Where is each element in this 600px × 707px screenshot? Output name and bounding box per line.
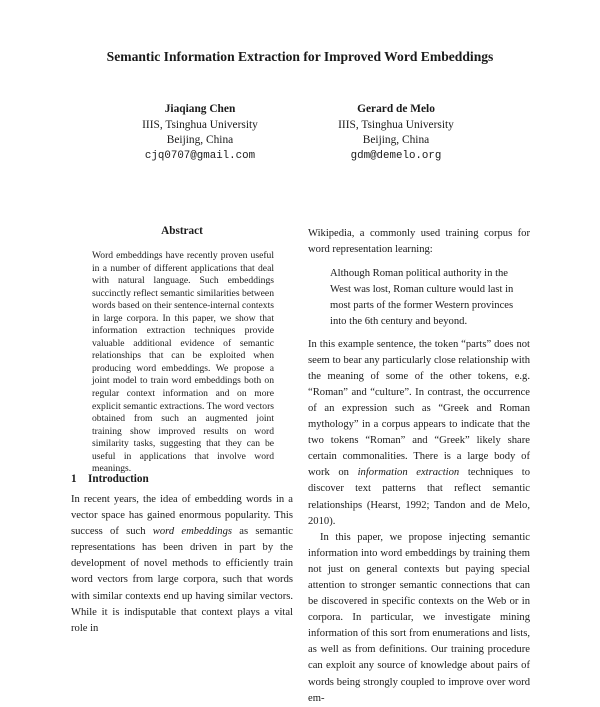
emphasis-text: information extraction	[357, 467, 460, 479]
text-run: In recent years, the idea of embedding words in a vector space has gained enormous popularity. This success of such	[71, 494, 293, 538]
body-paragraph: Wikipedia, a commonly used training corpus for word representation learning:	[308, 228, 530, 256]
author-block-1	[90, 102, 310, 164]
text-run: as semantic representations has been driven in part by the development of novel methods to efficiently train word vectors from large corpora, such that words with similar contexts end up having similar vectors. While it is indisputable that context plays a vital role in	[71, 526, 293, 634]
introduction-column	[71, 492, 293, 637]
section-heading-introduction	[71, 473, 149, 485]
author-location: Beijing, China	[362, 134, 430, 146]
author-location: Beijing, China	[166, 134, 234, 146]
author-email[interactable]: cjq0707@gmail.com	[144, 149, 256, 162]
body-paragraph	[308, 337, 530, 530]
author-name: Gerard de Melo	[357, 103, 435, 115]
paper-title: Semantic Information Extraction for Improved Word Embeddings	[106, 49, 494, 64]
author-block-2	[286, 102, 506, 164]
body-paragraph: In this paper, we propose injecting semantic information into word embeddings by training them not just on general contexts but paying special attention to stronger semantic connections that can be discovered in specific contexts on the Web or in corpora. In particular, we investigate mining information of this sort from enumerations and lists, as well as from definitions. Our training procedure can exploit any source of knowledge about pairs of words being strongly coupled to improve over word em-	[308, 531, 530, 704]
abstract-heading: Abstract	[161, 225, 203, 237]
emphasis-text: word embeddings	[152, 526, 233, 538]
author-affiliation: IIIS, Tsinghua University	[142, 118, 258, 131]
text-run: techniques to discover text patterns that reflect semantic relationships (Hearst, 1992; Tandon and de Melo, 2010).	[308, 467, 530, 527]
right-column	[308, 226, 530, 707]
text-run: In this example sentence, the token “parts” does not seem to bear any particularly close relationship with the meaning of some of the other tokens, e.g. “Roman” and “culture”. In contrast, the occurrence of an expression such as “Greek and Roman mythology” in a corpus appears to indicate that the two tokens “Roman” and “Greek” likely share certain commonalities. There is a large body of work on	[308, 338, 530, 479]
section-title: Introduction	[88, 473, 149, 485]
author-affiliation: IIIS, Tsinghua University	[338, 118, 454, 131]
author-name: Jiaqiang Chen	[164, 103, 236, 115]
example-quote: Although Roman political authority in the West was lost, Roman culture would last in most parts of the former Western provinces into the 6th century and beyond.	[330, 268, 514, 328]
section-number: 1	[71, 473, 77, 485]
abstract-text: Word embeddings have recently proven useful in a number of different applications that deal with natural language. Such embeddings succinctly reflect semantic similarities between words based on their sentence-internal contexts in large corpora. In this paper, we show that information extraction techniques provide valuable additional evidence of semantic relationships that can be exploited when producing word embeddings. We propose a joint model to train word embeddings both on regular context information and on more explicit semantic extractions. The word vectors obtained from such an augmented joint training show improved results on word similarity tasks, suggesting that they can be useful in applications that involve word meanings.	[92, 250, 274, 475]
introduction-paragraph	[71, 492, 293, 637]
author-email[interactable]: gdm@demelo.org	[350, 149, 442, 162]
